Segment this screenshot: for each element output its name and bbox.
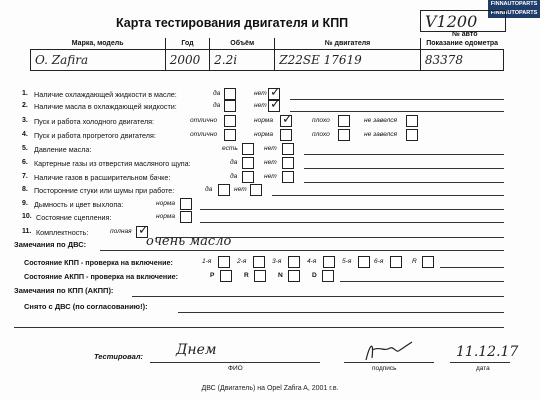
kpp-gear-6-label: 6-я	[374, 258, 384, 265]
item-3-checkbox-excellent[interactable]	[224, 115, 236, 127]
date-value: 11.12.17	[456, 344, 519, 360]
item-7-line	[304, 182, 504, 183]
col-odometer: Показание одометра	[420, 38, 503, 50]
akpp-gear-p-label: P	[210, 272, 215, 279]
item-2-checkbox-yes[interactable]	[224, 100, 236, 112]
remarks-kpp-label: Замечания по КПП (АКПП):	[14, 286, 114, 295]
kpp-gear-1-checkbox[interactable]	[218, 256, 230, 268]
item-6-opt-no: нет	[264, 159, 277, 166]
item-1-number: 1.	[22, 90, 28, 97]
auto-number-box	[420, 10, 506, 32]
value-make-model: O. Zafira	[31, 50, 166, 71]
signature-label: подпись	[372, 365, 397, 372]
item-7-label: Наличие газов в расширительном бачке:	[34, 173, 171, 182]
tester-name: Днем	[176, 342, 217, 358]
removed-line-1	[178, 312, 504, 313]
col-engine-no: № двигателя	[275, 38, 421, 50]
item-2-label: Наличие масла в охлаждающей жидкости:	[34, 102, 177, 111]
akpp-gear-n-checkbox[interactable]	[288, 270, 300, 282]
item-6-label: Картерные газы из отверстия масляного щупа:	[34, 159, 191, 168]
akpp-label: Состояние АКПП - проверка на включение:	[24, 272, 179, 281]
item-8-number: 8.	[22, 186, 28, 193]
item-6-opt-yes: да	[230, 159, 238, 166]
item-11-opt-full: полная	[110, 228, 132, 235]
item-9-label: Дымность и цвет выхлопа:	[34, 200, 124, 209]
fio-label: ФИО	[228, 365, 243, 372]
kpp-gear-1-label: 1-я	[202, 258, 212, 265]
kpp-gear-r-label: R	[412, 258, 417, 265]
kpp-gear-4-label: 4-я	[307, 258, 317, 265]
item-4-checkbox-bad[interactable]	[338, 129, 350, 141]
value-engine-no: Z22SE 17619	[275, 50, 421, 71]
remarks-kpp-line	[132, 296, 504, 297]
item-2-number: 2.	[22, 102, 28, 109]
item-8-checkbox-yes[interactable]	[218, 184, 230, 196]
remarks-dvs-label: Замечания по ДВС:	[14, 240, 87, 249]
value-year: 2000	[165, 50, 209, 71]
signature-image	[360, 338, 420, 364]
item-8-opt-no: нет	[234, 186, 247, 193]
item-4-number: 4.	[22, 131, 28, 138]
removed-label: Снято с ДВС (по согласованию!):	[24, 302, 148, 311]
kpp-gear-r-checkbox[interactable]	[422, 256, 434, 268]
item-8-checkbox-no[interactable]	[250, 184, 262, 196]
item-1-checkbox-yes[interactable]	[224, 88, 236, 100]
item-10-line	[200, 222, 504, 223]
vehicle-info-table	[30, 38, 504, 71]
item-6-line	[304, 168, 504, 169]
value-odometer: 83378	[420, 50, 503, 71]
item-3-opt-no-start: не завелся	[364, 117, 398, 124]
kpp-gear-6-checkbox[interactable]	[390, 256, 402, 268]
date-line	[450, 362, 510, 363]
item-2-checkbox-no[interactable]	[268, 100, 280, 112]
item-7-number: 7.	[22, 173, 28, 180]
item-3-opt-normal: норма	[254, 117, 274, 124]
remarks-dvs-line	[100, 250, 504, 251]
item-1-line	[290, 99, 504, 100]
item-7-opt-no: нет	[264, 173, 277, 180]
auto-number-value: V1200	[425, 12, 478, 31]
item-3-opt-bad: плохо	[312, 117, 330, 124]
item-4-checkbox-no-start[interactable]	[406, 129, 418, 141]
item-5-opt-no: нет	[264, 145, 277, 152]
item-4-opt-normal: норма	[254, 131, 274, 138]
item-7-opt-yes: да	[230, 173, 238, 180]
akpp-gear-p-checkbox[interactable]	[220, 270, 232, 282]
item-5-line	[304, 154, 504, 155]
tester-name-line	[150, 362, 320, 363]
item-9-number: 9.	[22, 200, 28, 207]
akpp-gear-r-checkbox[interactable]	[254, 270, 266, 282]
col-volume: Объём	[210, 38, 275, 50]
removed-line-2	[14, 327, 504, 328]
item-6-checkbox-no[interactable]	[282, 157, 294, 169]
kpp-gear-5-label: 5-я	[342, 258, 352, 265]
kpp-gear-5-checkbox[interactable]	[358, 256, 370, 268]
item-3-label: Пуск и работа холодного двигателя:	[34, 117, 155, 126]
akpp-gear-d-label: D	[312, 272, 317, 279]
item-11-label: Комплектность:	[36, 228, 89, 237]
akpp-gear-d-checkbox[interactable]	[322, 270, 334, 282]
item-10-label: Состояние сцепления:	[36, 213, 112, 222]
item-3-checkbox-bad[interactable]	[338, 115, 350, 127]
item-9-checkbox-normal[interactable]	[180, 198, 192, 210]
value-volume: 2.2i	[210, 50, 275, 71]
auto-number-label: № авто	[452, 31, 478, 38]
item-9-opt-normal: норма	[156, 200, 176, 207]
tested-label: Тестировал:	[94, 352, 143, 361]
item-7-checkbox-no[interactable]	[282, 171, 294, 183]
col-year: Год	[165, 38, 209, 50]
item-5-checkbox-no[interactable]	[282, 143, 294, 155]
kpp-label: Состояние КПП - проверка на включение:	[24, 258, 173, 267]
akpp-gear-r-label: R	[244, 272, 249, 279]
item-2-opt-no: нет	[254, 102, 267, 109]
item-8-line	[272, 195, 504, 196]
item-10-checkbox-normal[interactable]	[180, 211, 192, 223]
item-4-label: Пуск и работа прогретого двигателя:	[34, 131, 156, 140]
item-11-number: 11.	[22, 228, 32, 235]
item-7-checkbox-yes[interactable]	[242, 171, 254, 183]
item-9-line	[200, 209, 504, 210]
item-3-opt-excellent: отлично	[190, 117, 218, 124]
item-8-label: Посторонние стуки или шумы при работе:	[34, 186, 175, 195]
item-10-number: 10.	[22, 213, 32, 220]
item-1-label: Наличие охлаждающей жидкости в масле:	[34, 90, 177, 99]
image-caption: ДВС (Двигатель) на Opel Zafira A, 2001 г.в.	[201, 385, 339, 392]
date-label: дата	[476, 365, 490, 372]
item-4-opt-excellent: отлично	[190, 131, 218, 138]
item-3-checkbox-normal[interactable]	[280, 115, 292, 127]
kpp-gear-2-label: 2-я	[237, 258, 247, 265]
kpp-gear-2-checkbox[interactable]	[253, 256, 265, 268]
item-10-opt-normal: норма	[156, 213, 176, 220]
item-4-checkbox-normal[interactable]	[280, 129, 292, 141]
item-6-checkbox-yes[interactable]	[242, 157, 254, 169]
item-2-line	[290, 111, 504, 112]
item-6-number: 6.	[22, 159, 28, 166]
finnautoparts-logo: FINNAUTOPARTS FINNAUTOPARTS	[488, 0, 540, 18]
item-4-opt-bad: плохо	[312, 131, 330, 138]
item-2-opt-yes: да	[213, 102, 221, 109]
akpp-line	[340, 281, 504, 282]
item-5-checkbox-yes[interactable]	[242, 143, 254, 155]
item-1-opt-yes: да	[213, 90, 221, 97]
akpp-gear-n-label: N	[278, 272, 283, 279]
col-make-model: Марка, модель	[71, 40, 124, 47]
kpp-gear-3-checkbox[interactable]	[288, 256, 300, 268]
item-5-opt-yes: есть	[222, 145, 238, 152]
item-5-number: 5.	[22, 145, 28, 152]
remarks-dvs-value: очень масло	[146, 234, 232, 249]
kpp-gear-4-checkbox[interactable]	[323, 256, 335, 268]
item-3-checkbox-no-start[interactable]	[406, 115, 418, 127]
item-3-number: 3.	[22, 117, 28, 124]
kpp-gear-3-label: 3-я	[272, 258, 282, 265]
kpp-line	[440, 267, 504, 268]
item-4-opt-no-start: не завелся	[364, 131, 398, 138]
item-5-label: Давление масла:	[34, 145, 92, 154]
item-8-opt-yes: да	[205, 186, 213, 193]
page-title: Карта тестирования двигателя и КПП	[116, 16, 349, 30]
item-1-opt-no: нет	[254, 90, 267, 97]
item-4-checkbox-excellent[interactable]	[224, 129, 236, 141]
